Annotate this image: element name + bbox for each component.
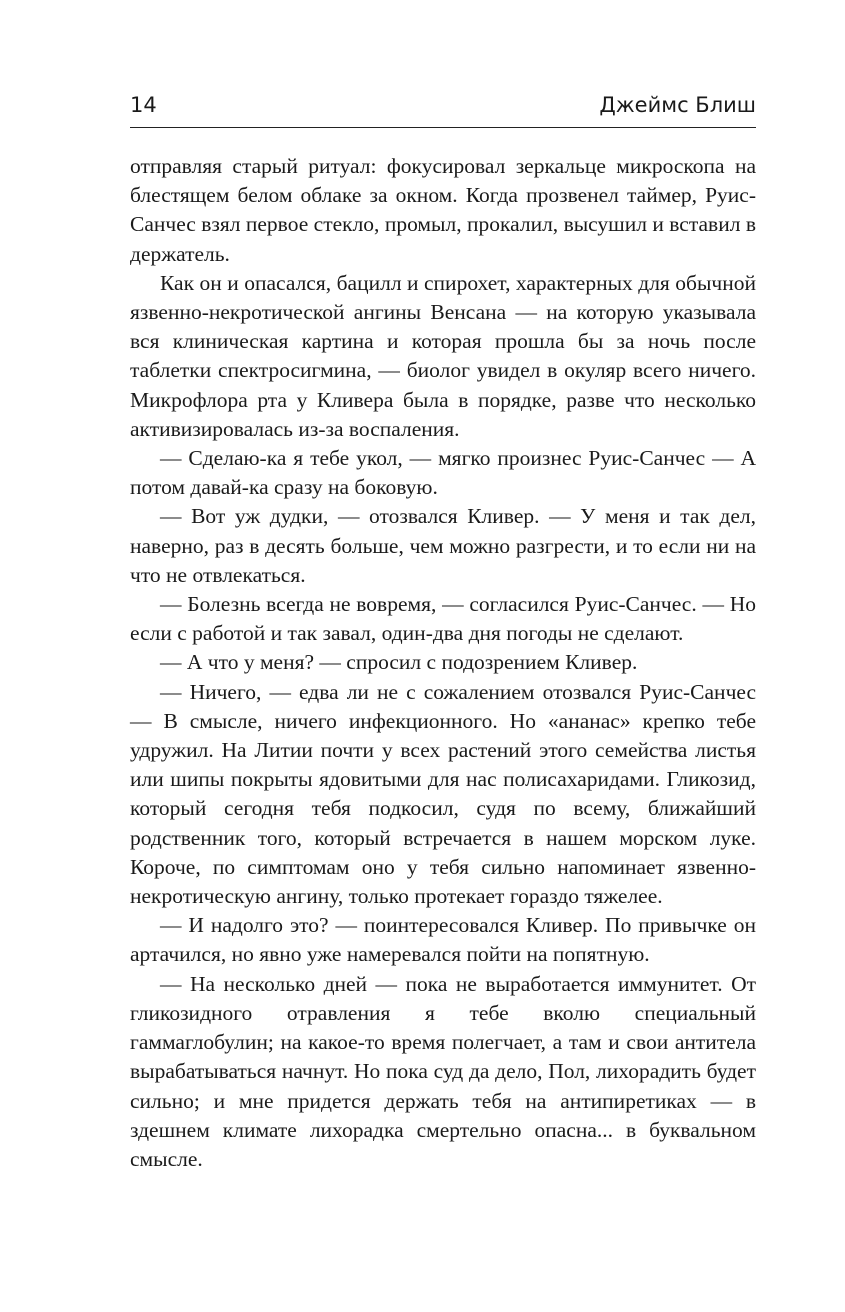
header-rule <box>130 127 756 128</box>
paragraph: отправляя старый ритуал: фокусировал зеркальце микроскопа на блестящем белом облаке за окном. Когда прозвенел таймер, Руис-Санчес взял первое стекло, промыл, прокалил, высушил и вставил в держатель. <box>130 154 756 266</box>
page-number: 14 <box>130 93 157 117</box>
body-text <box>130 152 756 1174</box>
paragraph: Как он и опасался, бацилл и спирохет, характерных для обычной язвенно-некротической ангины Венсана — на которую указывала вся клиническая картина и которая прошла бы за ночь после таблетки спектросигмина, — биолог увидел в окуляр всего ничего. Микрофлора рта у Кливера была в порядке, разве что несколько активизировалась из-за воспаления. <box>130 270 756 441</box>
paragraph: — А что у меня? — спросил с подозрением Кливер. <box>160 650 638 675</box>
paragraph: — И надолго это? — поинтересовался Кливер. По привычке он артачился, но явно уже намеревался пойти на попятную. <box>130 913 756 967</box>
running-head-author: Джеймс Блиш <box>599 93 756 117</box>
paragraph: — На несколько дней — пока не выработается иммунитет. От гликозидного отравления я тебе вколю специальный гаммаглобулин; на какое-то время полегчает, а там и свои антитела вырабатываться начнут. Но пока суд да дело, Пол, лихорадить будет сильно; и мне придется держать тебя на антипиретиках — в здешнем климате лихорадка смертельно опасна... в буквальном смысле. <box>130 971 756 1171</box>
paragraph: — Сделаю-ка я тебе укол, — мягко произнес Руис-Санчес — А потом давай-ка сразу на боковую. <box>130 446 756 500</box>
paragraph: — Болезнь всегда не вовремя, — согласился Руис-Санчес. — Но если с работой и так завал, один-два дня погоды не сделают. <box>130 592 756 646</box>
paragraph: — Ничего, — едва ли не с сожалением отозвался Руис-Санчес — В смысле, ничего инфекционного. Но «ананас» крепко тебе удружил. На Литии почти у всех растений этого семейства листья или шипы покрыты ядовитыми для нас полисахаридами. Гликозид, который сегодня тебя подкосил, судя по всему, ближайший родственник того, который встречается в нашем морском луке. Короче, по симптомам оно у тебя сильно напоминает язвенно-некротическую ангину, только протекает гораздо тяжелее. <box>130 679 756 909</box>
paragraph: — Вот уж дудки, — отозвался Кливер. — У меня и так дел, наверно, раз в десять больше, чем можно разгрести, и то если ни на что не отвлекаться. <box>130 504 756 587</box>
page-header <box>130 93 756 127</box>
